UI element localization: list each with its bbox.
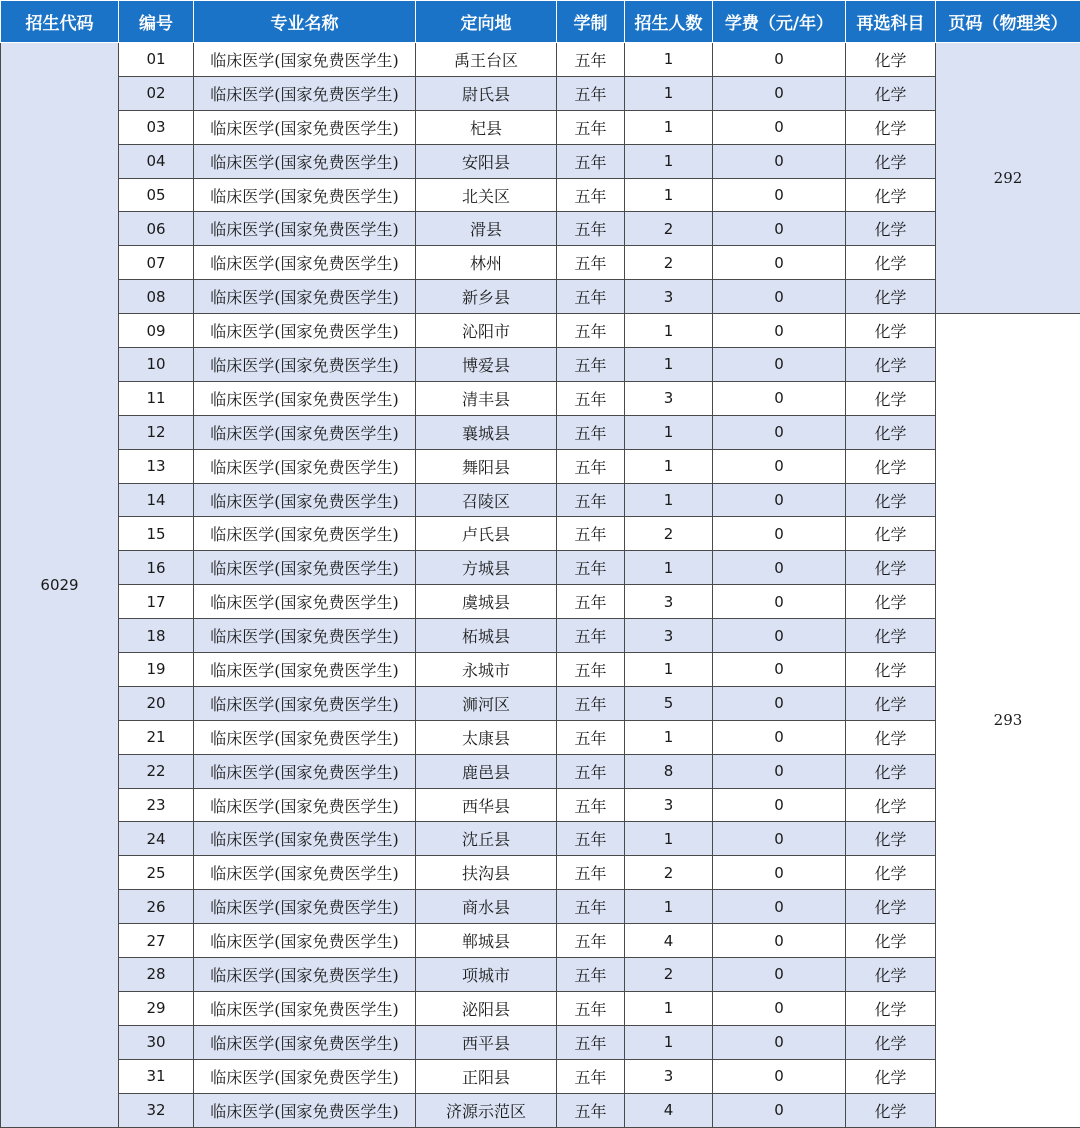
cell-no: 20: [119, 686, 194, 720]
table-row: [1, 991, 1080, 1025]
cell-years: 五年: [557, 517, 625, 551]
cell-destination: 扶沟县: [416, 856, 557, 890]
cell-no: 24: [119, 822, 194, 856]
cell-count: 1: [625, 144, 713, 178]
cell-years: 五年: [557, 788, 625, 822]
cell-no: 14: [119, 483, 194, 517]
cell-no: 26: [119, 890, 194, 924]
table-row: [1, 449, 1080, 483]
cell-fee: 0: [713, 449, 846, 483]
page-number: 292: [936, 43, 1080, 314]
cell-years: 五年: [557, 415, 625, 449]
cell-fee: 0: [713, 551, 846, 585]
cell-years: 五年: [557, 314, 625, 348]
cell-major: 临床医学(国家免费医学生): [194, 551, 416, 585]
cell-subject: 化学: [846, 178, 936, 212]
cell-years: 五年: [557, 483, 625, 517]
cell-fee: 0: [713, 1059, 846, 1093]
cell-no: 31: [119, 1059, 194, 1093]
table-row: [1, 924, 1080, 958]
cell-subject: 化学: [846, 449, 936, 483]
cell-subject: 化学: [846, 348, 936, 382]
cell-destination: 西平县: [416, 1025, 557, 1059]
cell-years: 五年: [557, 856, 625, 890]
cell-no: 08: [119, 280, 194, 314]
header-no: 编号: [119, 1, 194, 43]
cell-destination: 郸城县: [416, 924, 557, 958]
cell-major: 临床医学(国家免费医学生): [194, 822, 416, 856]
cell-destination: 襄城县: [416, 415, 557, 449]
cell-no: 32: [119, 1093, 194, 1127]
cell-years: 五年: [557, 754, 625, 788]
cell-major: 临床医学(国家免费医学生): [194, 483, 416, 517]
cell-major: 临床医学(国家免费医学生): [194, 314, 416, 348]
cell-subject: 化学: [846, 551, 936, 585]
cell-fee: 0: [713, 991, 846, 1025]
table-row: [1, 720, 1080, 754]
cell-count: 1: [625, 483, 713, 517]
cell-count: 1: [625, 890, 713, 924]
table-row: [1, 788, 1080, 822]
cell-fee: 0: [713, 788, 846, 822]
cell-no: 21: [119, 720, 194, 754]
cell-major: 临床医学(国家免费医学生): [194, 348, 416, 382]
table-row: [1, 381, 1080, 415]
cell-destination: 沁阳市: [416, 314, 557, 348]
cell-no: 29: [119, 991, 194, 1025]
cell-destination: 鹿邑县: [416, 754, 557, 788]
cell-no: 07: [119, 246, 194, 280]
table-row: [1, 483, 1080, 517]
cell-major: 临床医学(国家免费医学生): [194, 991, 416, 1025]
cell-destination: 禹王台区: [416, 43, 557, 77]
cell-fee: 0: [713, 348, 846, 382]
table-row: [1, 517, 1080, 551]
cell-destination: 新乡县: [416, 280, 557, 314]
cell-count: 1: [625, 415, 713, 449]
cell-years: 五年: [557, 1093, 625, 1127]
cell-destination: 舞阳县: [416, 449, 557, 483]
cell-fee: 0: [713, 76, 846, 110]
cell-fee: 0: [713, 585, 846, 619]
cell-subject: 化学: [846, 822, 936, 856]
cell-count: 1: [625, 76, 713, 110]
cell-destination: 安阳县: [416, 144, 557, 178]
cell-no: 18: [119, 619, 194, 653]
cell-major: 临床医学(国家免费医学生): [194, 653, 416, 687]
header-subject: 再选科目: [846, 1, 936, 43]
cell-subject: 化学: [846, 991, 936, 1025]
cell-subject: 化学: [846, 144, 936, 178]
cell-major: 临床医学(国家免费医学生): [194, 517, 416, 551]
cell-years: 五年: [557, 653, 625, 687]
cell-count: 1: [625, 348, 713, 382]
cell-fee: 0: [713, 178, 846, 212]
table-row: [1, 415, 1080, 449]
table-row: [1, 212, 1080, 246]
cell-destination: 清丰县: [416, 381, 557, 415]
header-fee: 学费（元/年）: [713, 1, 846, 43]
cell-count: 2: [625, 212, 713, 246]
cell-subject: 化学: [846, 110, 936, 144]
cell-no: 17: [119, 585, 194, 619]
cell-destination: 浉河区: [416, 686, 557, 720]
cell-destination: 尉氏县: [416, 76, 557, 110]
cell-years: 五年: [557, 110, 625, 144]
table-body: [1, 43, 1080, 1128]
cell-years: 五年: [557, 585, 625, 619]
table-row: [1, 280, 1080, 314]
cell-major: 临床医学(国家免费医学生): [194, 788, 416, 822]
table-row: [1, 653, 1080, 687]
cell-fee: 0: [713, 856, 846, 890]
cell-destination: 正阳县: [416, 1059, 557, 1093]
cell-fee: 0: [713, 280, 846, 314]
table-row: [1, 348, 1080, 382]
cell-years: 五年: [557, 1059, 625, 1093]
cell-subject: 化学: [846, 280, 936, 314]
cell-years: 五年: [557, 619, 625, 653]
table-row: [1, 43, 1080, 77]
cell-subject: 化学: [846, 1025, 936, 1059]
cell-no: 28: [119, 958, 194, 992]
cell-major: 临床医学(国家免费医学生): [194, 178, 416, 212]
cell-fee: 0: [713, 212, 846, 246]
cell-destination: 博爱县: [416, 348, 557, 382]
cell-years: 五年: [557, 551, 625, 585]
cell-no: 03: [119, 110, 194, 144]
table-row: [1, 144, 1080, 178]
cell-major: 临床医学(国家免费医学生): [194, 720, 416, 754]
cell-no: 15: [119, 517, 194, 551]
cell-fee: 0: [713, 822, 846, 856]
cell-destination: 林州: [416, 246, 557, 280]
table-row: [1, 246, 1080, 280]
cell-subject: 化学: [846, 483, 936, 517]
cell-years: 五年: [557, 720, 625, 754]
cell-fee: 0: [713, 483, 846, 517]
cell-major: 临床医学(国家免费医学生): [194, 1093, 416, 1127]
cell-fee: 0: [713, 958, 846, 992]
cell-count: 1: [625, 551, 713, 585]
cell-no: 06: [119, 212, 194, 246]
cell-no: 04: [119, 144, 194, 178]
cell-no: 22: [119, 754, 194, 788]
header-major: 专业名称: [194, 1, 416, 43]
cell-fee: 0: [713, 381, 846, 415]
cell-subject: 化学: [846, 1059, 936, 1093]
cell-no: 23: [119, 788, 194, 822]
cell-fee: 0: [713, 314, 846, 348]
cell-years: 五年: [557, 76, 625, 110]
cell-count: 3: [625, 788, 713, 822]
cell-destination: 召陵区: [416, 483, 557, 517]
cell-count: 2: [625, 246, 713, 280]
cell-major: 临床医学(国家免费医学生): [194, 246, 416, 280]
cell-years: 五年: [557, 890, 625, 924]
cell-years: 五年: [557, 924, 625, 958]
cell-destination: 泌阳县: [416, 991, 557, 1025]
cell-destination: 北关区: [416, 178, 557, 212]
cell-years: 五年: [557, 348, 625, 382]
cell-count: 1: [625, 822, 713, 856]
cell-count: 2: [625, 958, 713, 992]
cell-years: 五年: [557, 449, 625, 483]
cell-count: 3: [625, 619, 713, 653]
cell-no: 01: [119, 43, 194, 77]
cell-years: 五年: [557, 246, 625, 280]
cell-count: 4: [625, 924, 713, 958]
cell-fee: 0: [713, 754, 846, 788]
cell-count: 1: [625, 110, 713, 144]
cell-no: 10: [119, 348, 194, 382]
cell-subject: 化学: [846, 619, 936, 653]
cell-major: 临床医学(国家免费医学生): [194, 144, 416, 178]
cell-subject: 化学: [846, 686, 936, 720]
cell-major: 临床医学(国家免费医学生): [194, 1025, 416, 1059]
cell-count: 3: [625, 280, 713, 314]
cell-fee: 0: [713, 43, 846, 77]
cell-major: 临床医学(国家免费医学生): [194, 958, 416, 992]
cell-years: 五年: [557, 280, 625, 314]
table-row: [1, 1025, 1080, 1059]
cell-subject: 化学: [846, 76, 936, 110]
header-row: [1, 1, 1080, 43]
cell-destination: 方城县: [416, 551, 557, 585]
table-row: [1, 1059, 1080, 1093]
cell-destination: 滑县: [416, 212, 557, 246]
cell-fee: 0: [713, 1093, 846, 1127]
table-row: [1, 314, 1080, 348]
cell-count: 2: [625, 517, 713, 551]
cell-count: 5: [625, 686, 713, 720]
cell-major: 临床医学(国家免费医学生): [194, 585, 416, 619]
cell-years: 五年: [557, 822, 625, 856]
table-row: [1, 76, 1080, 110]
cell-major: 临床医学(国家免费医学生): [194, 449, 416, 483]
cell-years: 五年: [557, 1025, 625, 1059]
cell-subject: 化学: [846, 924, 936, 958]
cell-major: 临床医学(国家免费医学生): [194, 280, 416, 314]
cell-fee: 0: [713, 415, 846, 449]
table-row: [1, 686, 1080, 720]
cell-count: 1: [625, 449, 713, 483]
cell-subject: 化学: [846, 212, 936, 246]
cell-years: 五年: [557, 381, 625, 415]
cell-destination: 杞县: [416, 110, 557, 144]
cell-no: 05: [119, 178, 194, 212]
cell-major: 临床医学(国家免费医学生): [194, 856, 416, 890]
cell-fee: 0: [713, 619, 846, 653]
cell-years: 五年: [557, 686, 625, 720]
cell-subject: 化学: [846, 856, 936, 890]
table-row: [1, 822, 1080, 856]
cell-fee: 0: [713, 246, 846, 280]
table-row: [1, 619, 1080, 653]
cell-years: 五年: [557, 43, 625, 77]
cell-count: 8: [625, 754, 713, 788]
header-destination: 定向地: [416, 1, 557, 43]
table-row: [1, 1093, 1080, 1127]
cell-major: 临床医学(国家免费医学生): [194, 1059, 416, 1093]
table-row: [1, 890, 1080, 924]
cell-destination: 太康县: [416, 720, 557, 754]
cell-subject: 化学: [846, 43, 936, 77]
cell-major: 临床医学(国家免费医学生): [194, 212, 416, 246]
cell-no: 16: [119, 551, 194, 585]
cell-count: 3: [625, 585, 713, 619]
cell-count: 2: [625, 856, 713, 890]
cell-subject: 化学: [846, 720, 936, 754]
table-header: [1, 1, 1080, 43]
page-number: 293: [936, 314, 1080, 1127]
cell-fee: 0: [713, 1025, 846, 1059]
header-page: 页码（物理类）: [936, 1, 1080, 43]
cell-major: 临床医学(国家免费医学生): [194, 110, 416, 144]
cell-fee: 0: [713, 686, 846, 720]
cell-destination: 济源示范区: [416, 1093, 557, 1127]
table-row: [1, 585, 1080, 619]
cell-fee: 0: [713, 144, 846, 178]
cell-no: 27: [119, 924, 194, 958]
cell-destination: 柘城县: [416, 619, 557, 653]
cell-no: 12: [119, 415, 194, 449]
table-row: [1, 958, 1080, 992]
cell-subject: 化学: [846, 890, 936, 924]
table-row: [1, 551, 1080, 585]
cell-subject: 化学: [846, 381, 936, 415]
cell-count: 4: [625, 1093, 713, 1127]
table-row: [1, 110, 1080, 144]
header-code: 招生代码: [1, 1, 119, 43]
cell-major: 临床医学(国家免费医学生): [194, 686, 416, 720]
header-count: 招生人数: [625, 1, 713, 43]
cell-destination: 西华县: [416, 788, 557, 822]
cell-no: 13: [119, 449, 194, 483]
cell-destination: 沈丘县: [416, 822, 557, 856]
cell-subject: 化学: [846, 517, 936, 551]
cell-years: 五年: [557, 178, 625, 212]
cell-fee: 0: [713, 517, 846, 551]
cell-subject: 化学: [846, 246, 936, 280]
table-row: [1, 178, 1080, 212]
cell-major: 临床医学(国家免费医学生): [194, 43, 416, 77]
cell-major: 临床医学(国家免费医学生): [194, 924, 416, 958]
cell-count: 1: [625, 43, 713, 77]
cell-count: 1: [625, 314, 713, 348]
cell-years: 五年: [557, 991, 625, 1025]
cell-count: 1: [625, 653, 713, 687]
cell-years: 五年: [557, 144, 625, 178]
cell-subject: 化学: [846, 1093, 936, 1127]
cell-major: 临床医学(国家免费医学生): [194, 619, 416, 653]
cell-years: 五年: [557, 958, 625, 992]
cell-subject: 化学: [846, 415, 936, 449]
cell-subject: 化学: [846, 653, 936, 687]
cell-subject: 化学: [846, 788, 936, 822]
cell-no: 19: [119, 653, 194, 687]
cell-no: 09: [119, 314, 194, 348]
cell-major: 临床医学(国家免费医学生): [194, 754, 416, 788]
cell-count: 3: [625, 1059, 713, 1093]
cell-fee: 0: [713, 924, 846, 958]
cell-major: 临床医学(国家免费医学生): [194, 415, 416, 449]
cell-count: 1: [625, 1025, 713, 1059]
cell-destination: 卢氏县: [416, 517, 557, 551]
cell-no: 11: [119, 381, 194, 415]
cell-subject: 化学: [846, 754, 936, 788]
table-row: [1, 754, 1080, 788]
cell-count: 1: [625, 178, 713, 212]
cell-major: 临床医学(国家免费医学生): [194, 381, 416, 415]
cell-fee: 0: [713, 653, 846, 687]
cell-count: 3: [625, 381, 713, 415]
cell-subject: 化学: [846, 585, 936, 619]
cell-subject: 化学: [846, 958, 936, 992]
cell-fee: 0: [713, 890, 846, 924]
cell-destination: 永城市: [416, 653, 557, 687]
cell-fee: 0: [713, 110, 846, 144]
cell-count: 1: [625, 720, 713, 754]
cell-no: 25: [119, 856, 194, 890]
cell-count: 1: [625, 991, 713, 1025]
cell-years: 五年: [557, 212, 625, 246]
table-row: [1, 856, 1080, 890]
cell-major: 临床医学(国家免费医学生): [194, 890, 416, 924]
cell-subject: 化学: [846, 314, 936, 348]
cell-major: 临床医学(国家免费医学生): [194, 76, 416, 110]
cell-no: 30: [119, 1025, 194, 1059]
cell-no: 02: [119, 76, 194, 110]
cell-destination: 项城市: [416, 958, 557, 992]
enrollment-code: 6029: [1, 43, 119, 1128]
cell-destination: 虞城县: [416, 585, 557, 619]
header-years: 学制: [557, 1, 625, 43]
cell-destination: 商水县: [416, 890, 557, 924]
cell-fee: 0: [713, 720, 846, 754]
